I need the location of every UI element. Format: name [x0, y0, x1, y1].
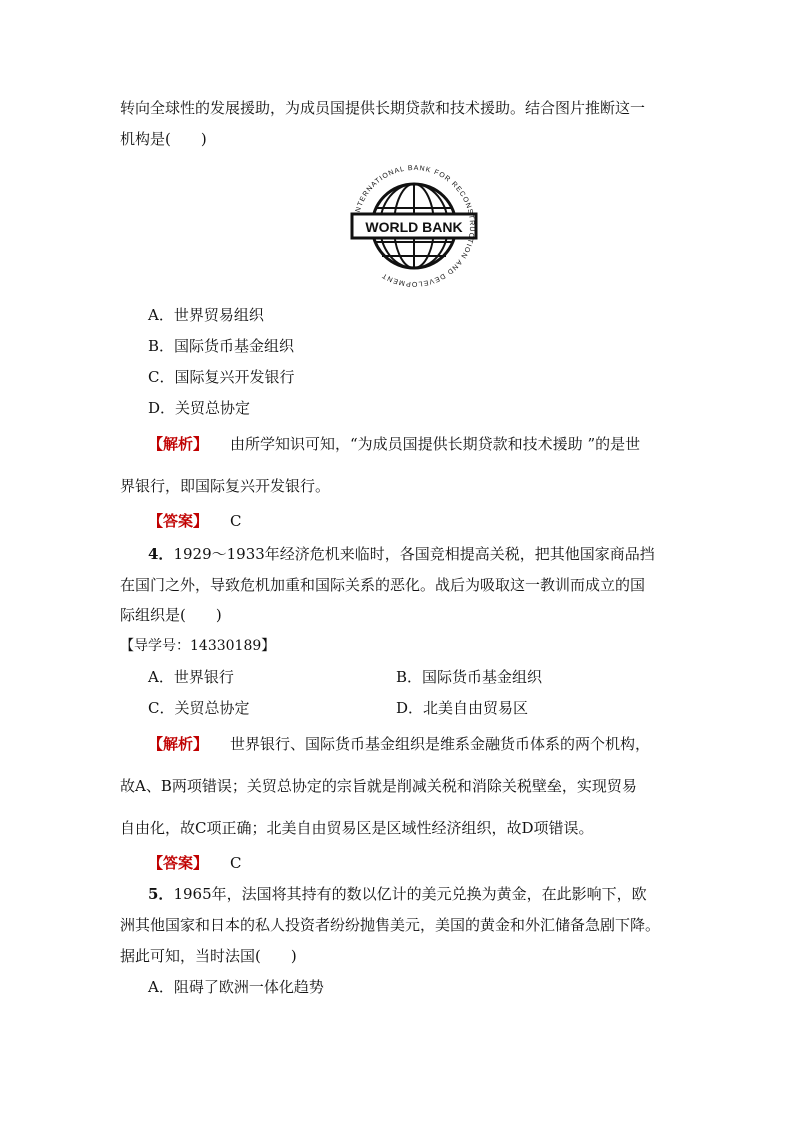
q4-stem-text: 1929～1933年经济危机来临时，各国竞相提高关税，把其他国家商品挡 — [173, 545, 655, 563]
logo-ring-text: INTERNATIONAL BANK FOR RECONSTRUCTION AND DEVELOPMENT — [354, 164, 476, 288]
q4-analysis-line2: 故A、B两项错误；关贸总协定的宗旨就是削减关税和消除关税壁垒，实现贸易 — [120, 777, 637, 795]
q4-stem-line1 — [148, 544, 655, 564]
q5-stem-text: 1965年，法国将其持有的数以亿计的美元兑换为黄金，在此影响下，欧 — [173, 885, 647, 903]
q4-options-row2 — [148, 698, 668, 718]
logo-center-text: WORLD BANK — [365, 219, 463, 235]
world-bank-logo — [348, 160, 480, 292]
answer-value: C — [230, 854, 242, 872]
q4-analysis-line3: 自由化，故C项正确；北美自由贸易区是区域性经济组织，故D项错误。 — [120, 819, 594, 837]
answer-tag: 【答案】 — [148, 854, 209, 872]
q5-stem-line1 — [148, 884, 647, 904]
analysis-text: 世界银行、国际货币基金组织是维系金融货币体系的两个机构， — [230, 735, 651, 753]
q4-options-row1 — [148, 667, 668, 687]
q4-analysis-line1 — [148, 734, 650, 754]
q4-option-a: A．世界银行 — [148, 668, 234, 686]
answer-tag: 【答案】 — [148, 512, 209, 530]
q5-stem-line2: 洲其他国家和日本的私人投资者纷纷抛售美元，美国的黄金和外汇储备急剧下降。 — [120, 916, 661, 934]
q3-stem-line1: 转向全球性的发展援助，为成员国提供长期贷款和技术援助。结合图片推断这一 — [120, 99, 646, 117]
q3-stem-line2: 机构是( ) — [120, 130, 207, 148]
q4-option-d: D．北美自由贸易区 — [396, 699, 529, 717]
q4-answer — [148, 853, 242, 873]
q5-option-a: A．阻碍了欧洲一体化趋势 — [148, 978, 324, 996]
q4-option-b: B．国际货币基金组织 — [396, 668, 543, 686]
q3-analysis-line1 — [148, 434, 640, 454]
q4-stem-line3: 际组织是( ) — [120, 606, 222, 624]
q3-option-d: D．关贸总协定 — [148, 399, 251, 417]
q5-number: 5． — [148, 885, 174, 903]
q3-answer — [148, 511, 242, 531]
analysis-tag: 【解析】 — [148, 735, 209, 753]
analysis-text: 由所学知识可知，“为成员国提供长期贷款和技术援助 ”的是世 — [230, 435, 641, 453]
answer-value: C — [230, 512, 242, 530]
q4-stem-line2: 在国门之外，导致危机加重和国际关系的恶化。战后为吸取这一教训而成立的国 — [120, 576, 646, 594]
q4-option-c: C．关贸总协定 — [148, 699, 250, 717]
q3-analysis-line2: 界银行，即国际复兴开发银行。 — [120, 477, 331, 495]
q3-option-c: C．国际复兴开发银行 — [148, 368, 295, 386]
q3-option-b: B．国际货币基金组织 — [148, 337, 295, 355]
q3-option-a: A．世界贸易组织 — [148, 306, 264, 324]
q4-number: 4． — [148, 545, 174, 563]
q5-stem-line3: 据此可知，当时法国( ) — [120, 947, 297, 965]
analysis-tag: 【解析】 — [148, 435, 209, 453]
guide-number: 【导学号：14330189】 — [120, 638, 276, 654]
